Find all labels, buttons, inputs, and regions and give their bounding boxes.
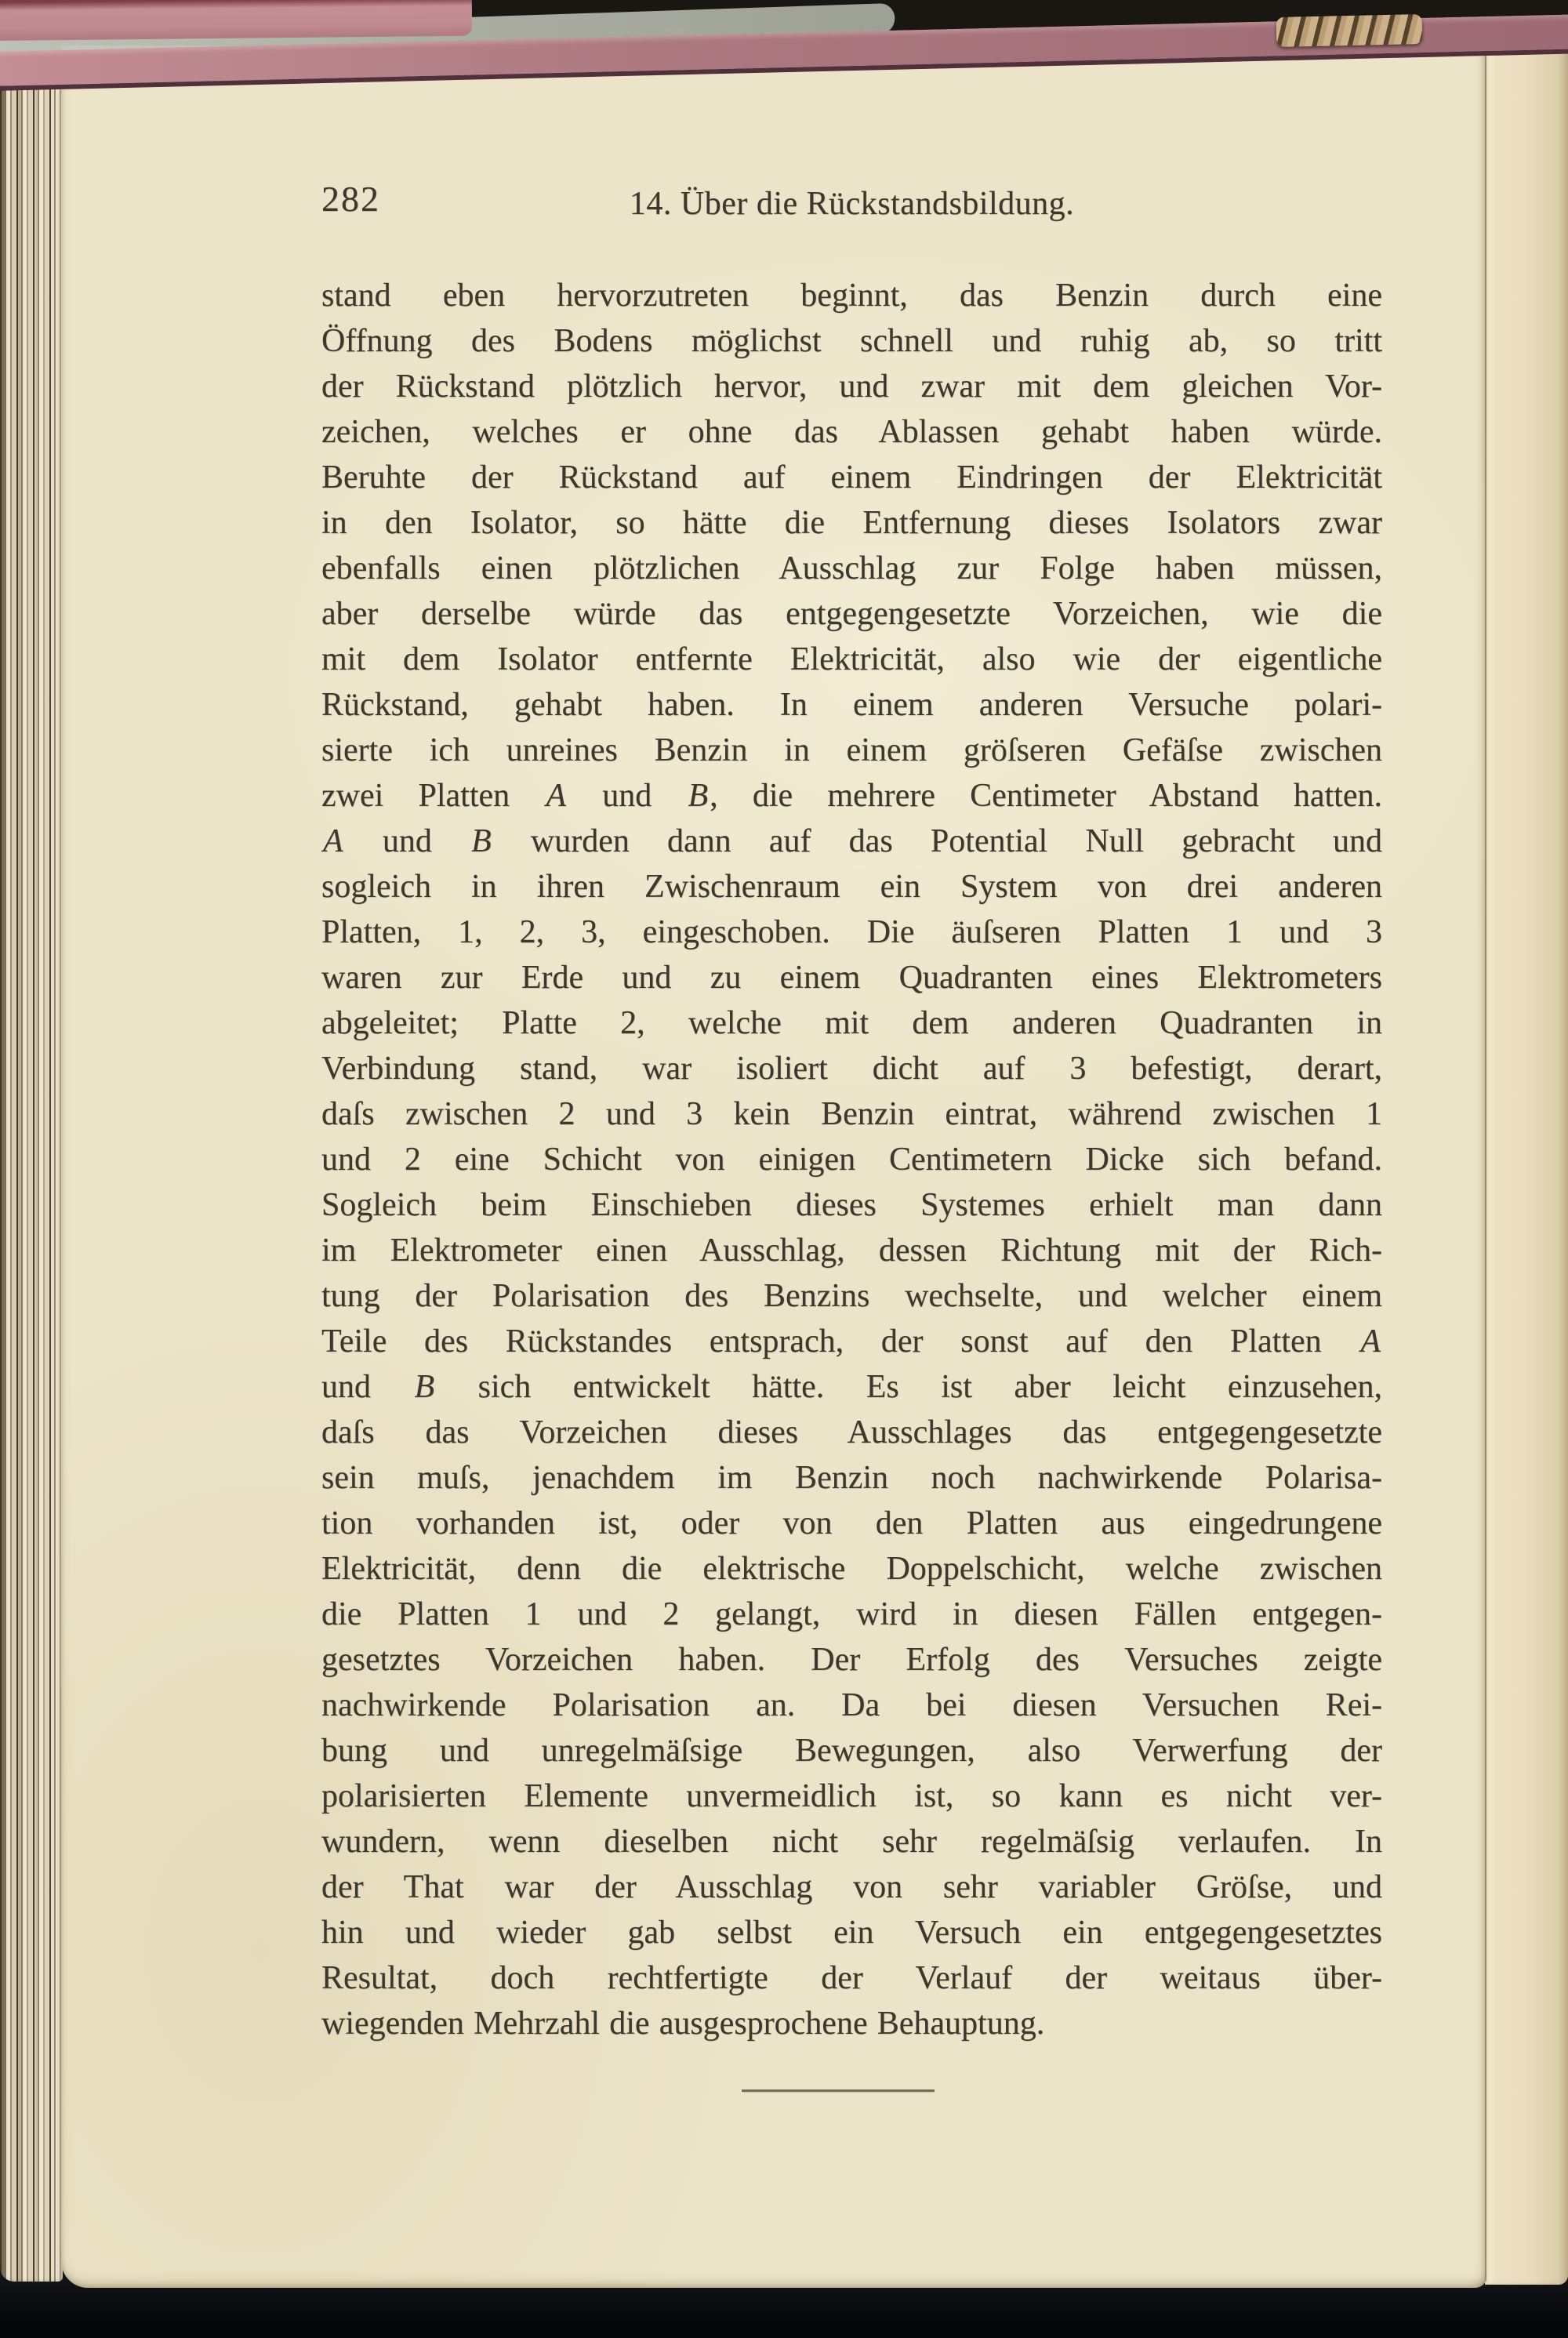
text-line: stand eben hervorzutreten beginnt, das Benzin durch eine — [321, 278, 1382, 314]
text-line: im Elektrometer einen Ausschlag, dessen Richtung mit der Rich- — [321, 1233, 1382, 1269]
text-line: aber derselbe würde das entgegengesetzte Vorzeichen, wie die — [321, 596, 1382, 632]
text-line: A und B wurden dann auf das Potential Null gebracht und — [323, 823, 1382, 859]
text-line: sierte ich unreines Benzin in einem gröſseren Gefäſse zwischen — [321, 732, 1382, 768]
section-divider — [742, 2089, 935, 2092]
adjacent-page-edge — [1485, 39, 1568, 2285]
page-number: 282 — [321, 179, 380, 219]
text-line: Verbindung stand, war isoliert dicht auf 3 befestigt, derart, — [321, 1051, 1382, 1087]
stacked-page-edges — [0, 80, 63, 2282]
text-line: Öffnung des Bodens möglichst schnell und ruhig ab, so tritt — [321, 323, 1382, 359]
text-line: in den Isolator, so hätte die Entfernung dieses Isolators zwar — [321, 505, 1382, 541]
text-line: zwei Platten A und B, die mehrere Centimeter Abstand hatten. — [321, 778, 1382, 814]
text-line: gesetztes Vorzeichen haben. Der Erfolg des Versuches zeigte — [321, 1642, 1382, 1678]
headband — [1276, 14, 1423, 47]
text-line: Platten, 1, 2, 3, eingeschoben. Die äuſseren Platten 1 und 3 — [321, 914, 1382, 950]
text-line: ebenfalls einen plötzlichen Ausschlag zur Folge haben müssen, — [321, 550, 1382, 586]
text-line: Teile des Rückstandes entsprach, der sonst auf den Platten A — [321, 1323, 1381, 1360]
text-line: der Rückstand plötzlich hervor, und zwar mit dem gleichen Vor- — [321, 368, 1382, 405]
text-line: die Platten 1 und 2 gelangt, wird in diesen Fällen entgegen- — [321, 1596, 1382, 1632]
text-line: der That war der Ausschlag von sehr variabler Gröſse, und — [321, 1869, 1382, 1905]
running-header: 14. Über die Rückstandsbildung. — [629, 186, 1075, 222]
text-line: wiegenden Mehrzahl die ausgesprochene Behauptung. — [321, 2006, 1045, 2042]
text-line: daſs das Vorzeichen dieses Ausschlages das entgegengesetzte — [321, 1414, 1382, 1450]
text-line: Rückstand, gehabt haben. In einem anderen Versuche polari- — [321, 687, 1382, 723]
text-line: polarisierten Elemente unvermeidlich ist, so kann es nicht ver- — [321, 1778, 1382, 1814]
text-line: sogleich in ihren Zwischenraum ein System von drei anderen — [321, 869, 1382, 905]
text-line: waren zur Erde und zu einem Quadranten eines Elektrometers — [321, 960, 1382, 996]
book-page — [61, 45, 1486, 2288]
text-line: sein muſs, jenachdem im Benzin noch nachwirkende Polarisa- — [321, 1460, 1382, 1496]
cover-board-edge — [0, 0, 472, 41]
text-line: Resultat, doch rechtfertigte der Verlauf der weitaus über- — [321, 1960, 1382, 1996]
text-line: mit dem Isolator entfernte Elektricität, also wie der eigentliche — [321, 641, 1382, 677]
text-line: tung der Polarisation des Benzins wechselte, und welcher einem — [321, 1278, 1382, 1314]
text-line: wundern, wenn dieselben nicht sehr regelmäſsig verlaufen. In — [321, 1824, 1382, 1860]
text-line: Beruhte der Rückstand auf einem Eindringen der Elektricität — [321, 459, 1382, 496]
text-line: zeichen, welches er ohne das Ablassen gehabt haben würde. — [321, 414, 1382, 450]
text-line: hin und wieder gab selbst ein Versuch ein entgegengesetztes — [321, 1915, 1382, 1951]
text-line: Elektricität, denn die elektrische Doppelschicht, welche zwischen — [321, 1551, 1382, 1587]
text-line: und B sich entwickelt hätte. Es ist aber leicht einzusehen, — [321, 1369, 1382, 1405]
body-paragraph — [321, 273, 1382, 2046]
text-line: daſs zwischen 2 und 3 kein Benzin eintrat, während zwischen 1 — [321, 1096, 1382, 1132]
text-line: und 2 eine Schicht von einigen Centimetern Dicke sich befand. — [321, 1142, 1382, 1178]
text-line: Sogleich beim Einschieben dieses Systemes erhielt man dann — [321, 1187, 1382, 1223]
text-line: nachwirkende Polarisation an. Da bei diesen Versuchen Rei- — [321, 1687, 1382, 1723]
text-line: abgeleitet; Platte 2, welche mit dem anderen Quadranten in — [321, 1005, 1382, 1041]
text-line: bung und unregelmäſsige Bewegungen, also Verwerfung der — [321, 1733, 1382, 1769]
text-line: tion vorhanden ist, oder von den Platten aus eingedrungene — [321, 1505, 1382, 1541]
